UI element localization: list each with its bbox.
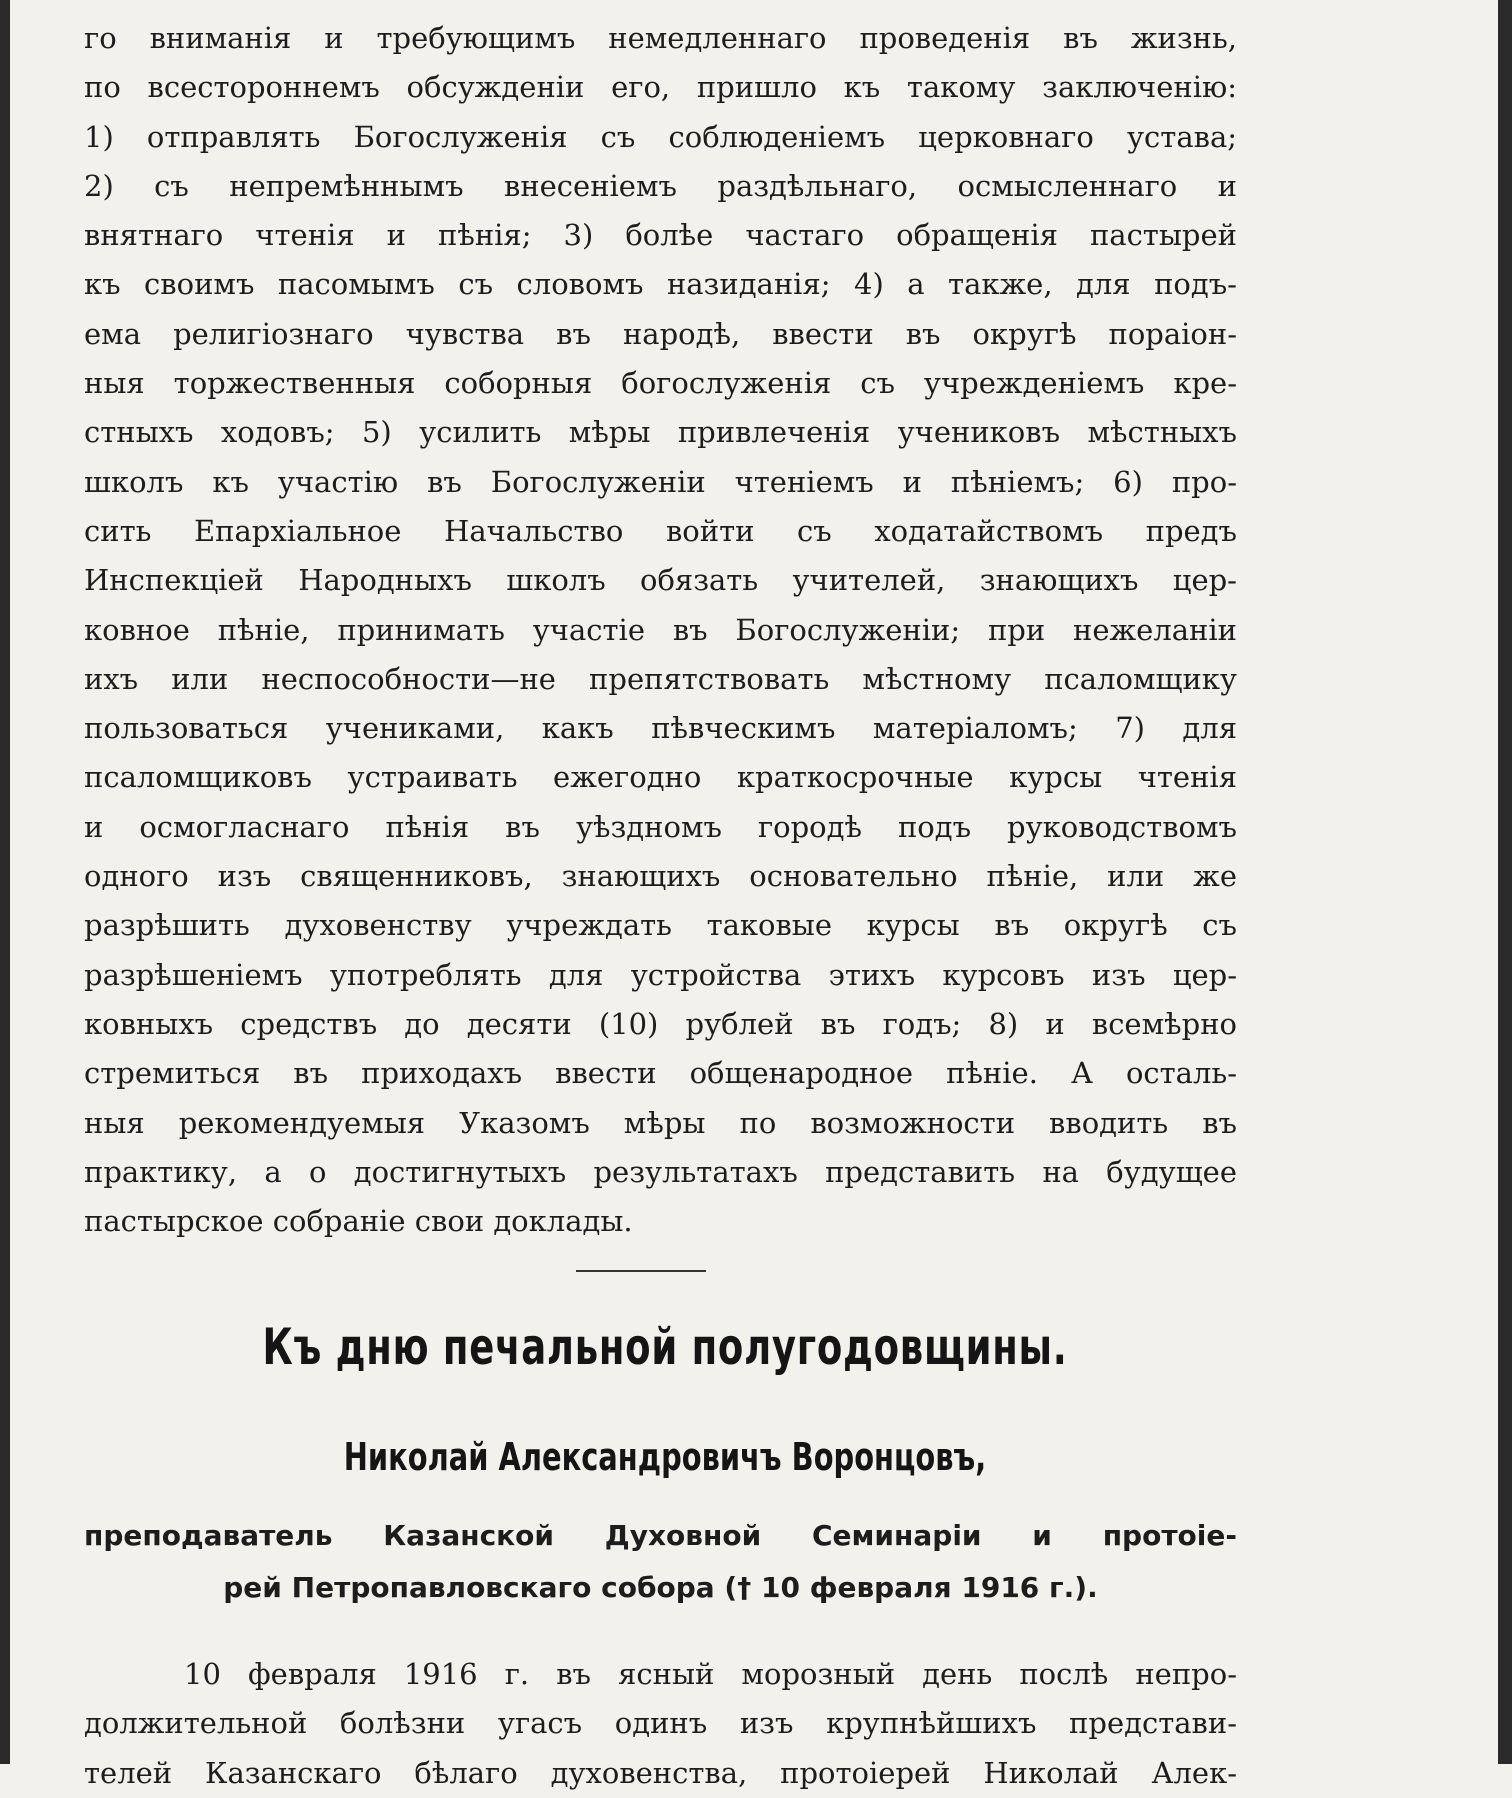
text-line: ема религіознаго чувства въ народѣ, ввести въ округѣ пораіон-	[84, 316, 1237, 351]
text-line: псаломщиковъ устраивать ежегодно краткосрочные курсы чтенія	[84, 760, 1237, 795]
scan-edge-left	[0, 0, 10, 1764]
text-line: 1) отправлять Богослуженія съ соблюденіемъ церковнаго устава;	[84, 119, 1237, 154]
text-line: 10 февраля 1916 г. въ ясный морозный день послѣ непро-	[184, 1657, 1237, 1691]
text-line: Инспекціей Народныхъ школъ обязать учителей, знающихъ цер-	[84, 563, 1237, 598]
text-line: должительной болѣзни угасъ одинъ изъ крупнѣйшихъ представи-	[84, 1706, 1237, 1741]
text-line: го вниманія и требующимъ немедленнаго проведенія въ жизнь,	[84, 21, 1237, 55]
text-line: ихъ или неспособности—не препятствовать мѣстному псаломщику	[84, 661, 1237, 696]
text-line: ковное пѣніе, принимать участіе въ Богослуженіи; при нежеланіи	[84, 612, 1237, 647]
text-line: школъ къ участію въ Богослуженіи чтеніемъ и пѣніемъ; 6) про-	[84, 464, 1237, 499]
text-line: и осмогласнаго пѣнія въ уѣздномъ городѣ подъ руководствомъ	[84, 809, 1237, 844]
text-line: къ своимъ пасомымъ съ словомъ назиданія; 4) а также, для подъ-	[84, 267, 1237, 302]
text-line: ковныхъ средствъ до десяти (10) рублей въ годъ; 8) и всемѣрно	[84, 1006, 1237, 1041]
description-line: преподаватель Казанской Духовной Семинаріи и протоіе-	[84, 1519, 1237, 1552]
text-line: ныя рекомендуемыя Указомъ мѣры по возможности вводить въ	[84, 1105, 1237, 1140]
text-line: по всестороннемъ обсужденіи его, пришло къ такому заключенію:	[84, 70, 1237, 105]
description-line: рей Петропавловскаго собора († 10 февраля 1916 г.).	[223, 1571, 1098, 1604]
text-line: пастырское собраніе свои доклады.	[84, 1204, 633, 1239]
text-line: разрѣшеніемъ употреблять для устройства этихъ курсовъ изъ цер-	[84, 957, 1237, 992]
text-line: стремиться въ приходахъ ввести общенародное пѣніе. А осталь-	[84, 1056, 1237, 1091]
article-text	[84, 1650, 1237, 1798]
person-description	[84, 1510, 1237, 1614]
section-title: Къ дню печальной полугодовщины.	[262, 1318, 1068, 1376]
text-line: пользоваться учениками, какъ пѣвческимъ матеріаломъ; 7) для	[84, 711, 1237, 746]
person-name: Николай Александровичъ Воронцовъ,	[343, 1435, 987, 1479]
text-line: стныхъ ходовъ; 5) усилить мѣры привлеченія учениковъ мѣстныхъ	[84, 415, 1237, 450]
resolution-text	[84, 14, 1237, 1246]
text-line: телей Казанскаго бѣлаго духовенства, протоіерей Николай Алек-	[84, 1755, 1237, 1790]
text-line: ныя торжественныя соборныя богослуженія съ учрежденіемъ кре-	[84, 366, 1237, 401]
section-separator	[576, 1270, 706, 1272]
text-line: одного изъ священниковъ, знающихъ основательно пѣніе, или же	[84, 859, 1237, 894]
text-line: практику, а о достигнутыхъ результатахъ представить на будущее	[84, 1154, 1237, 1189]
scan-edge-right	[1498, 0, 1512, 1764]
text-line: внятнаго чтенія и пѣнія; 3) болѣе частаго обращенія пастырей	[84, 218, 1237, 253]
text-line: сить Епархіальное Начальство войти съ ходатайствомъ предъ	[84, 513, 1237, 548]
text-line: 2) съ непремѣннымъ внесеніемъ раздѣльнаго, осмысленнаго и	[84, 168, 1237, 203]
text-line: разрѣшить духовенству учреждать таковые курсы въ округѣ съ	[84, 908, 1237, 943]
